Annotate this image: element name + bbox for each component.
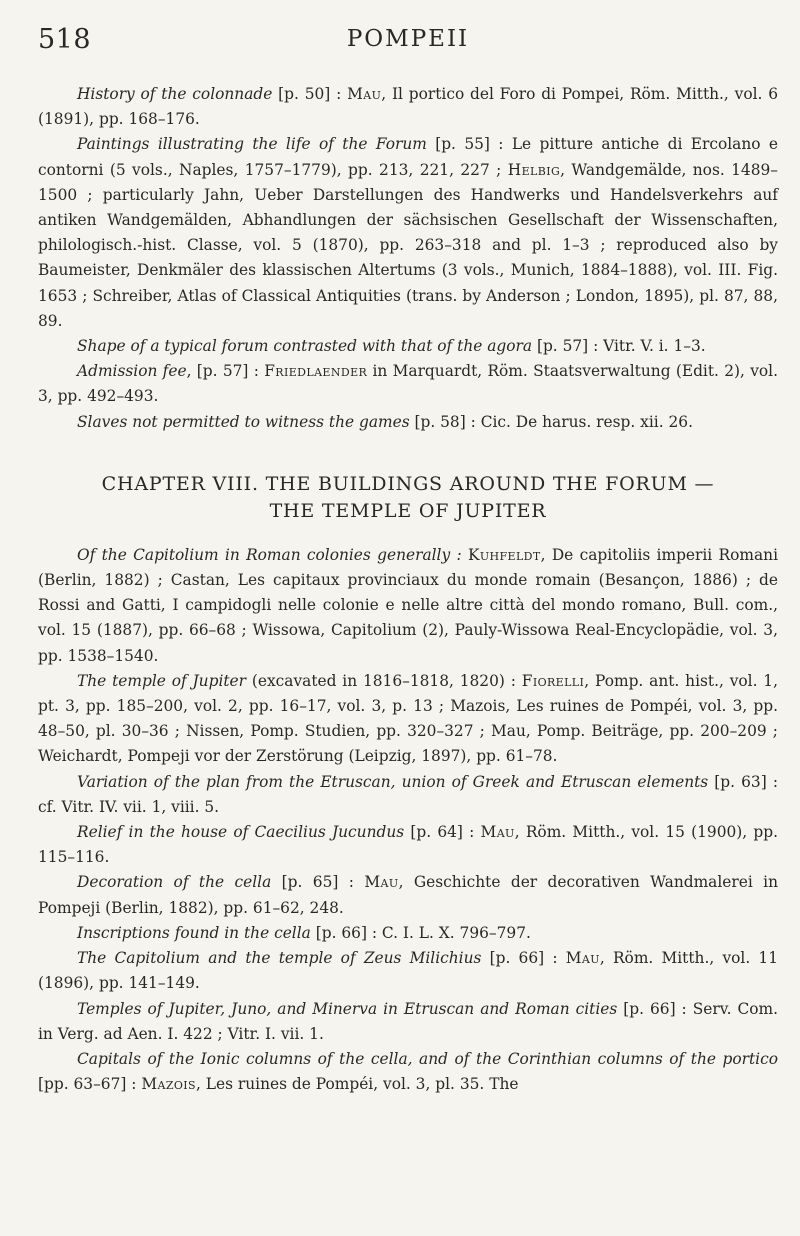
entry-author: Mau (565, 949, 600, 968)
entry-text: [p. 57] : Vitr. V. i. 1–3. (532, 337, 706, 356)
entry-text: [p. 66] : (481, 949, 566, 968)
bibliography-entry (38, 543, 778, 669)
forum-notes-section (38, 82, 778, 435)
bibliography-entry (38, 334, 778, 359)
entry-text: [p. 50] : (272, 85, 348, 103)
entry-citation: , Pomp. ant. hist., vol. 1, pt. 3, pp. 185–200, vol. 2, pp. 16–17, vol. 3, p. 13 ; Mazois, Les ruines de Pompéi, vol. 3, pp. 48–50, pl. 30–36 ; Nissen, Pomp. Studien, pp. 320–327 ; Mau, Pomp. Beiträge, pp. 200–209 ; Weichardt, Pompeji vor der Zerstörung (Leipzig, 1897), pp. 61–78. (38, 671, 778, 766)
entry-citation: , Wandgemälde, nos. 1489–1500 ; particularly Jahn, Ueber Darstellungen des Handwerks und Handelsverkehrs auf antiken Wandgemälden, Abhandlungen der sächsischen Gesellschaft der Wissenschaften, philologisch.-hist. Classe, vol. 5 (1870), pp. 263–318 and pl. 1–3 ; reproduced also by Baumeister, Denkmäler des klassischen Altertums (3 vols., Munich, 1884–1888), vol. III. Fig. 1653 ; Schreiber, Atlas of Classical Antiquities (trans. by Anderson ; London, 1895), pl. 87, 88, 89. (38, 160, 778, 330)
bibliography-entry (38, 946, 778, 996)
running-title: POMPEII (346, 26, 470, 52)
entry-text: [p. 64] : (404, 823, 481, 842)
chapter-heading (38, 471, 778, 525)
entry-title: Of the Capitolium in Roman colonies generally : (77, 545, 462, 564)
bibliography-entry (38, 770, 778, 820)
entry-text: [p. 65] : (271, 873, 365, 892)
bibliography-entry (38, 359, 778, 409)
entry-citation: , De capitoliis imperii Romani (Berlin, 1882) ; Castan, Les capitaux provinciaux du monde romain (Besançon, 1886) ; de Rossi and Gatti, I campidogli nelle colonie e nelle altre città del mondo romano, Bull. com., vol. 15 (1887), pp. 66–68 ; Wissowa, Capitolium (2), Pauly-Wissowa Real-Encyclopädie, vol. 3, pp. 1538–1540. (38, 545, 778, 665)
bibliography-entry (38, 410, 778, 435)
entry-title: Variation of the plan from the Etruscan, union of Greek and Etruscan elements (77, 772, 709, 791)
bibliography-entry (38, 870, 778, 920)
entry-title: History of the colonnade (77, 85, 273, 103)
temple-notes-section (38, 543, 778, 1097)
entry-title: The Capitolium and the temple of Zeus Milichius (77, 949, 482, 968)
bibliography-entry (38, 669, 778, 770)
entry-author: Friedlaender (264, 362, 368, 381)
entry-title: Temples of Jupiter, Juno, and Minerva in Etruscan and Roman cities (77, 999, 618, 1018)
entry-title: Admission fee (77, 362, 187, 381)
entry-title: Decoration of the cella (77, 873, 272, 892)
entry-citation: , Röm. Mitth., vol. 15 (1900), pp. 115–116. (38, 823, 779, 867)
entry-text: [p. 63] : cf. Vitr. IV. vii. 1, viii. 5. (38, 772, 778, 816)
bibliography-entry (38, 997, 778, 1047)
entry-title: Inscriptions found in the cella (77, 923, 311, 942)
entry-title: The temple of Jupiter (77, 671, 247, 690)
entry-author: Mazois (141, 1075, 196, 1094)
entry-text: [pp. 63–67] : (38, 1075, 142, 1094)
entry-text: [p. 58] : Cic. De harus. resp. xii. 26. (409, 412, 693, 431)
bibliography-entry (38, 820, 778, 870)
bibliography-text (38, 82, 778, 1097)
entry-text: (excavated in 1816–1818, 1820) : (246, 671, 522, 690)
bibliography-entry (38, 921, 778, 946)
entry-citation: , Geschichte der decorativen Wandmalerei in Pompeji (Berlin, 1882), pp. 61–62, 248. (38, 873, 778, 917)
entry-author: Mau (364, 873, 399, 892)
entry-text: [p. 66] : C. I. L. X. 796–797. (310, 923, 531, 942)
entry-author: Mau (480, 823, 515, 842)
entry-text: , [p. 57] : (186, 362, 265, 381)
entry-author: Kuhfeldt (467, 545, 541, 564)
entry-title: Slaves not permitted to witness the games (77, 412, 410, 431)
bibliography-entry (38, 1047, 778, 1097)
entry-title: Paintings illustrating the life of the Forum (77, 135, 427, 154)
entry-text: [p. 66] : Serv. Com. in Verg. ad Aen. I. 422 ; Vitr. I. vii. 1. (38, 999, 778, 1043)
entry-author: Mau (347, 85, 382, 103)
chapter-heading-line-1: CHAPTER VIII. THE BUILDINGS AROUND THE FORUM — (101, 472, 715, 495)
entry-citation: in Marquardt, Röm. Staatsverwaltung (Edit. 2), vol. 3, pp. 492–493. (38, 362, 778, 406)
chapter-heading-line-2: THE TEMPLE OF JUPITER (269, 499, 547, 522)
bibliography-entry (38, 132, 778, 334)
entry-citation: , Röm. Mitth., vol. 11 (1896), pp. 141–149. (38, 949, 778, 993)
entry-title: Shape of a typical forum contrasted with that of the agora (77, 337, 533, 356)
bibliography-entry (38, 82, 778, 132)
entry-title: Capitals of the Ionic columns of the cella, and of the Corinthian columns of the portico (77, 1049, 778, 1068)
entry-title: Relief in the house of Caecilius Jucundus (77, 823, 405, 842)
entry-text: [p. 55] : Le pitture antiche di Ercolano e contorni (5 vols., Naples, 1757–1779), pp. 213, 221, 227 ; (38, 135, 779, 179)
running-head (38, 24, 778, 64)
entry-author: Fiorelli (521, 671, 585, 690)
entry-citation: , Il portico del Foro di Pompei, Röm. Mitth., vol. 6 (1891), pp. 168–176. (38, 85, 778, 129)
page-number: 518 (38, 24, 92, 55)
entry-author: Helbig (507, 160, 561, 179)
entry-citation: , Les ruines de Pompéi, vol. 3, pl. 35. The (196, 1075, 519, 1094)
